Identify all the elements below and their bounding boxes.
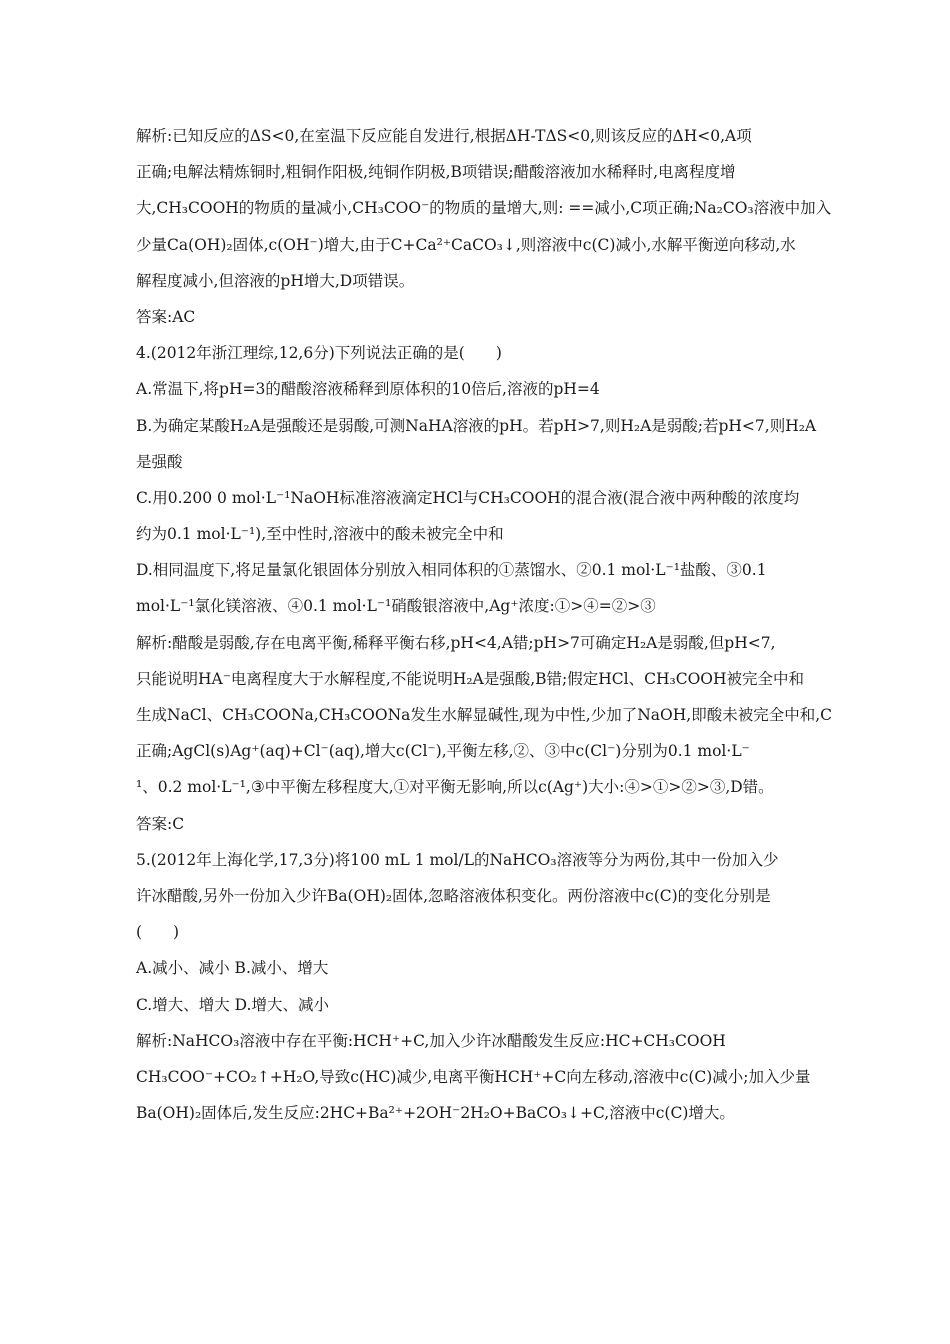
option-c-cont: 约为0.1 mol·L⁻¹),至中性时,溶液中的酸未被完全中和 — [136, 525, 504, 544]
text-line: 解析:醋酸是弱酸,存在电离平衡,稀释平衡右移,pH<4,A错;pH>7可确定H₂A是弱酸,但pH<7, — [136, 633, 776, 652]
text-line: CH₃COO⁻+CO₂↑+H₂O,导致c(HC)减少,电离平衡HCH⁺+C向左移动,溶液中c(C)减小;加入少量 — [136, 1067, 811, 1086]
option-b-cont: 是强酸 — [136, 452, 183, 471]
text-line: 生成NaCl、CH₃COONa,CH₃COONa发生水解显碱性,现为中性,少加了NaOH,即酸未被完全中和,C — [136, 706, 832, 724]
options-ab: A.减小、减小 B.减小、增大 — [136, 959, 329, 978]
text-line: 正确;电解法精炼铜时,粗铜作阳极,纯铜作阴极,B项错误;醋酸溶液加水稀释时,电离程度增 — [136, 163, 736, 182]
text-line: 少量Ca(OH)₂固体,c(OH⁻)增大,由于C+Ca²⁺CaCO₃↓,则溶液中c(C)减小,水解平衡逆向移动,水 — [136, 235, 796, 254]
options-cd: C.增大、增大 D.增大、减小 — [136, 995, 329, 1014]
option-a: A.常温下,将pH=3的醋酸溶液稀释到原体积的10倍后,溶液的pH=4 — [136, 380, 600, 399]
text-line: Ba(OH)₂固体后,发生反应:2HC+Ba²⁺+2OH⁻2H₂O+BaCO₃↓+C,溶液中c(C)增大。 — [136, 1104, 735, 1123]
text-line: ¹、0.2 mol·L⁻¹,③中平衡左移程度大,①对平衡无影响,所以c(Ag⁺)大小:④>①>②>③,D错。 — [136, 778, 774, 797]
answer-bracket: ( ) — [136, 923, 180, 942]
text-line: 正确;AgCl(s)Ag⁺(aq)+Cl⁻(aq),增大c(Cl⁻),平衡左移,②、③中c(Cl⁻)分别为0.1 mol·L⁻ — [136, 742, 750, 761]
answer-line: 答案:C — [136, 814, 185, 833]
text-line: 只能说明HA⁻电离程度大于水解程度,不能说明H₂A是强酸,B错;假定HCl、CH₃COOH被完全中和 — [136, 669, 805, 688]
document-body — [136, 118, 832, 1131]
text-line: 解析:已知反应的ΔS<0,在室温下反应能自发进行,根据ΔH-TΔS<0,则该反应的ΔH<0,A项 — [136, 127, 752, 145]
answer-line: 答案:AC — [136, 307, 196, 326]
question-5-cont: 许冰醋酸,另外一份加入少许Ba(OH)₂固体,忽略溶液体积变化。两份溶液中c(C)的变化分别是 — [136, 886, 771, 905]
option-d-cont: mol·L⁻¹氯化镁溶液、④0.1 mol·L⁻¹硝酸银溶液中,Ag⁺浓度:①>④=②>③ — [136, 597, 656, 616]
text-line: 解析:NaHCO₃溶液中存在平衡:HCH⁺+C,加入少许冰醋酸发生反应:HC+CH₃COOH — [136, 1031, 726, 1050]
question-5-title: 5.(2012年上海化学,17,3分)将100 mL 1 mol/L的NaHCO₃溶液等分为两份,其中一份加入少 — [136, 850, 779, 869]
text-line: 解程度减小,但溶液的pH增大,D项错误。 — [136, 271, 415, 290]
option-d: D.相同温度下,将足量氯化银固体分别放入相同体积的①蒸馏水、②0.1 mol·L⁻¹盐酸、③0.1 — [136, 561, 767, 580]
text-line: 大,CH₃COOH的物质的量减小,CH₃COO⁻的物质的量增大,则: ==减小,C项正确;Na₂CO₃溶液中加入 — [136, 199, 832, 218]
question-4-title: 4.(2012年浙江理综,12,6分)下列说法正确的是( ) — [136, 344, 502, 363]
option-c: C.用0.200 0 mol·L⁻¹NaOH标准溶液滴定HCl与CH₃COOH的混合液(混合液中两种酸的浓度均 — [136, 488, 800, 507]
option-b: B.为确定某酸H₂A是强酸还是弱酸,可测NaHA溶液的pH。若pH>7,则H₂A是弱酸;若pH<7,则H₂A — [136, 416, 817, 435]
